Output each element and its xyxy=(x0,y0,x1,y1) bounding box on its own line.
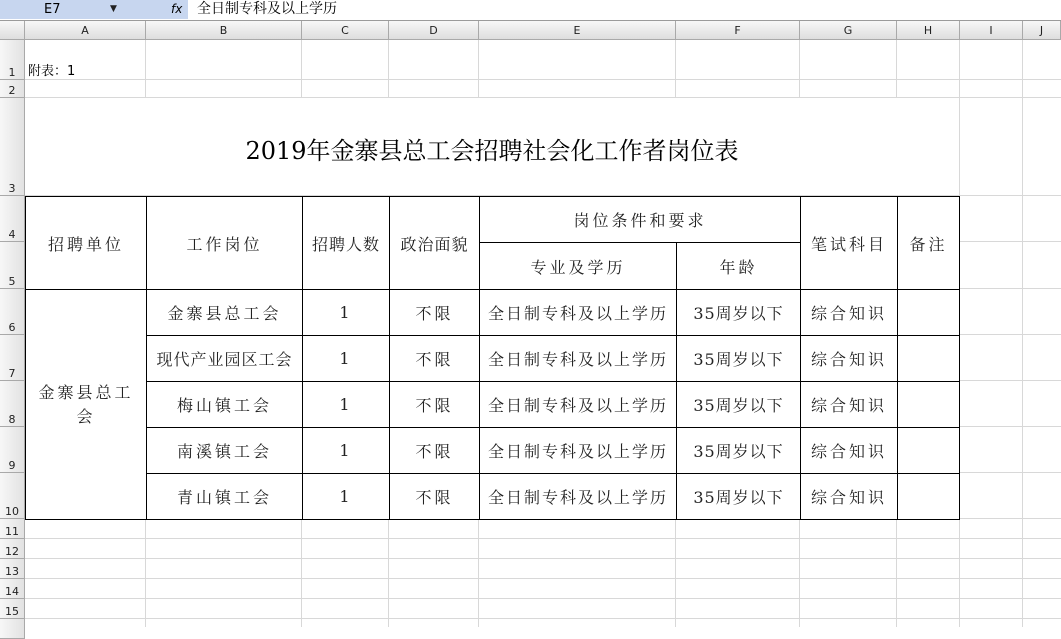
row1-major[interactable]: 全日制专科及以上学历 xyxy=(479,289,677,336)
header-exam[interactable]: 笔试科目 xyxy=(800,196,898,290)
row1-political[interactable]: 不限 xyxy=(389,289,480,336)
column-header-a[interactable]: A xyxy=(25,21,146,40)
header-age[interactable]: 年龄 xyxy=(676,242,801,290)
row2-position[interactable]: 现代产业园区工会 xyxy=(146,335,303,382)
row5-political[interactable]: 不限 xyxy=(389,473,480,520)
row2-age[interactable]: 35周岁以下 xyxy=(676,335,801,382)
column-header-h[interactable]: H xyxy=(897,21,960,40)
unit-name-cell[interactable]: 金寨县总工会 xyxy=(25,289,147,520)
row4-age[interactable]: 35周岁以下 xyxy=(676,427,801,474)
select-all-corner[interactable] xyxy=(0,21,25,40)
row-header-1[interactable]: 1 xyxy=(0,40,25,80)
row1-position[interactable]: 金寨县总工会 xyxy=(146,289,303,336)
row-header-9[interactable]: 9 xyxy=(0,427,25,473)
column-header-c[interactable]: C xyxy=(302,21,389,40)
table-title[interactable]: 2019年金寨县总工会招聘社会化工作者岗位表 xyxy=(25,98,959,195)
row3-political[interactable]: 不限 xyxy=(389,381,480,428)
row3-position[interactable]: 梅山镇工会 xyxy=(146,381,303,428)
row5-count[interactable]: 1 xyxy=(302,473,390,520)
row3-major[interactable]: 全日制专科及以上学历 xyxy=(479,381,677,428)
formula-input[interactable]: 全日制专科及以上学历 xyxy=(197,1,337,17)
row-header-10[interactable]: 10 xyxy=(0,473,25,519)
row-header-6[interactable]: 6 xyxy=(0,289,25,335)
row2-political[interactable]: 不限 xyxy=(389,335,480,382)
row-header-14[interactable]: 14 xyxy=(0,579,25,599)
row4-major[interactable]: 全日制专科及以上学历 xyxy=(479,427,677,474)
header-political[interactable]: 政治面貌 xyxy=(389,196,480,290)
row-header-12[interactable]: 12 xyxy=(0,539,25,559)
row5-age[interactable]: 35周岁以下 xyxy=(676,473,801,520)
row-header-16[interactable] xyxy=(0,619,25,639)
column-header-g[interactable]: G xyxy=(800,21,897,40)
row3-count[interactable]: 1 xyxy=(302,381,390,428)
attachment-note[interactable]: 附表：1 xyxy=(28,64,76,79)
row-header-7[interactable]: 7 xyxy=(0,335,25,381)
row1-age[interactable]: 35周岁以下 xyxy=(676,289,801,336)
row4-exam[interactable]: 综合知识 xyxy=(800,427,898,474)
row-header-2[interactable]: 2 xyxy=(0,80,25,98)
row4-political[interactable]: 不限 xyxy=(389,427,480,474)
header-major[interactable]: 专业及学历 xyxy=(479,242,677,290)
row3-remarks[interactable] xyxy=(897,381,960,428)
row-header-13[interactable]: 13 xyxy=(0,559,25,579)
function-icon: fx xyxy=(171,2,183,16)
row4-count[interactable]: 1 xyxy=(302,427,390,474)
row4-remarks[interactable] xyxy=(897,427,960,474)
row1-count[interactable]: 1 xyxy=(302,289,390,336)
row5-exam[interactable]: 综合知识 xyxy=(800,473,898,520)
header-remarks[interactable]: 备注 xyxy=(897,196,960,290)
row2-remarks[interactable] xyxy=(897,335,960,382)
header-unit[interactable]: 招聘单位 xyxy=(25,196,147,290)
row-header-11[interactable]: 11 xyxy=(0,519,25,539)
row2-count[interactable]: 1 xyxy=(302,335,390,382)
row5-remarks[interactable] xyxy=(897,473,960,520)
row-header-15[interactable]: 15 xyxy=(0,599,25,619)
name-box[interactable] xyxy=(0,0,127,19)
row2-major[interactable]: 全日制专科及以上学历 xyxy=(479,335,677,382)
header-count[interactable]: 招聘人数 xyxy=(302,196,390,290)
row3-exam[interactable]: 综合知识 xyxy=(800,381,898,428)
row2-exam[interactable]: 综合知识 xyxy=(800,335,898,382)
column-header-d[interactable]: D xyxy=(389,21,479,40)
column-header-e[interactable]: E xyxy=(479,21,676,40)
row-header-4[interactable]: 4 xyxy=(0,196,25,242)
column-header-i[interactable]: I xyxy=(960,21,1023,40)
row-header-3[interactable]: 3 xyxy=(0,98,25,196)
row-header-5[interactable]: 5 xyxy=(0,242,25,289)
header-position[interactable]: 工作岗位 xyxy=(146,196,303,290)
column-header-b[interactable]: B xyxy=(146,21,302,40)
row4-position[interactable]: 南溪镇工会 xyxy=(146,427,303,474)
row5-position[interactable]: 青山镇工会 xyxy=(146,473,303,520)
row3-age[interactable]: 35周岁以下 xyxy=(676,381,801,428)
column-header-f[interactable]: F xyxy=(676,21,800,40)
cell-reference: E7 xyxy=(44,2,61,17)
row-header-8[interactable]: 8 xyxy=(0,381,25,427)
row1-remarks[interactable] xyxy=(897,289,960,336)
dropdown-arrow-icon[interactable]: ▼ xyxy=(110,4,117,14)
row5-major[interactable]: 全日制专科及以上学历 xyxy=(479,473,677,520)
column-header-j[interactable]: J xyxy=(1023,21,1061,40)
row1-exam[interactable]: 综合知识 xyxy=(800,289,898,336)
header-conditions[interactable]: 岗位条件和要求 xyxy=(479,196,801,243)
insert-function-button[interactable] xyxy=(126,0,188,19)
formula-bar xyxy=(0,0,1061,21)
